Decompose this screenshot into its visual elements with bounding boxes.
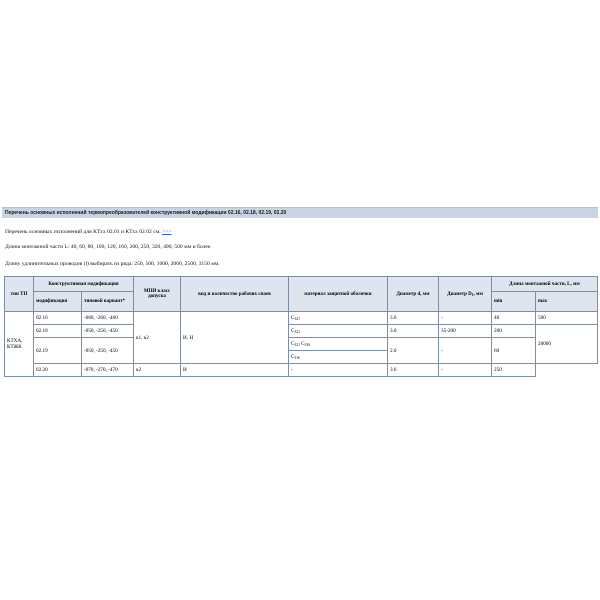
min-cell: 60 [492, 338, 536, 364]
table-row [5, 325, 598, 338]
sheath-cell: $С_{321}$ [289, 312, 388, 325]
sheath-cell: $С_{321}$ [289, 325, 388, 338]
min-cell: 250 [492, 364, 536, 377]
table-row [5, 338, 598, 351]
type-cell: КТХА, КТЖК [5, 312, 34, 377]
min-cell: 40 [492, 312, 536, 325]
header-max: max [536, 292, 598, 312]
header-diameter-D: Диаметр $D_1$, мм [439, 277, 492, 312]
junction-cell: И, Н [181, 312, 289, 364]
mod-cell: 02.16 [34, 312, 82, 325]
intro-line-1 [5, 229, 172, 235]
d-cell: 3.6 [388, 364, 439, 377]
variant-cell: -050, -250, -450 [82, 338, 134, 364]
max-cell: 500 [536, 312, 598, 325]
mod-cell: 02.20 [34, 364, 82, 377]
header-min: min [492, 292, 536, 312]
header-junctions: вид и количество рабочих спаев [181, 277, 289, 312]
header-mpi: МПИ класс допуска [134, 277, 181, 312]
variant-cell: -060, -260, -460 [82, 312, 134, 325]
D-cell: - [439, 364, 492, 377]
intro-line-2: Длина монтажной части L: 40, 60, 80, 100, 120, 160, 200, 250, 320, 400, 500 мм и более. [5, 244, 212, 250]
sheath-cell: $С_{321}$ $С_{316}$ [289, 338, 388, 351]
intro-line-3: Длину удлинительных проводов (l) выбирать из ряда: 250, 500, 1000, 2000, 2500, 3150 мм. [5, 261, 220, 267]
variant-cell: -070, -270, -470 [82, 364, 134, 377]
intro-text: Перечень основных исполнений для КТхх 02.01 и КТхх 02.02 см. [5, 229, 161, 235]
d-cell: 3.0 [388, 312, 439, 325]
table-row [5, 312, 598, 325]
more-link[interactable]: >>> [162, 229, 172, 235]
d-cell: 2.0 [388, 338, 439, 364]
header-type: тип ТП [5, 277, 34, 312]
mod-cell: 02.19 [34, 338, 82, 364]
header-diameter-d: Диаметр d, мм [388, 277, 439, 312]
d-cell: 3.0 [388, 325, 439, 338]
mpi-cell: к1, к2 [134, 312, 181, 364]
D-cell: - [439, 312, 492, 325]
max-cell: 20000 [536, 325, 598, 364]
min-cell: 200 [492, 325, 536, 338]
junction-cell: И [181, 364, 289, 377]
section-title: Перечень основных исполнений термопреобразователей конструктивной модификации 02.16, 02.18, 02.19, 02.20 [2, 207, 598, 218]
variant-cell: -050, -250, -450 [82, 325, 134, 338]
mod-cell: 02.18 [34, 325, 82, 338]
D-cell: - [439, 338, 492, 364]
header-typical: типовой вариант* [82, 292, 134, 312]
table-row [5, 364, 598, 377]
header-construct: Конструктивная модификация [34, 277, 134, 292]
mpi-cell: к2 [134, 364, 181, 377]
header-sheath: материал защитной оболочки [289, 277, 388, 312]
header-length: Длина монтажной части, L, мм [492, 277, 598, 292]
D-cell: 35-200 [439, 325, 492, 338]
executions-table [4, 276, 598, 377]
header-modification: модификация [34, 292, 82, 312]
sheath-cell: $С_{316}$ [289, 351, 388, 364]
sheath-cell: - [289, 364, 388, 377]
